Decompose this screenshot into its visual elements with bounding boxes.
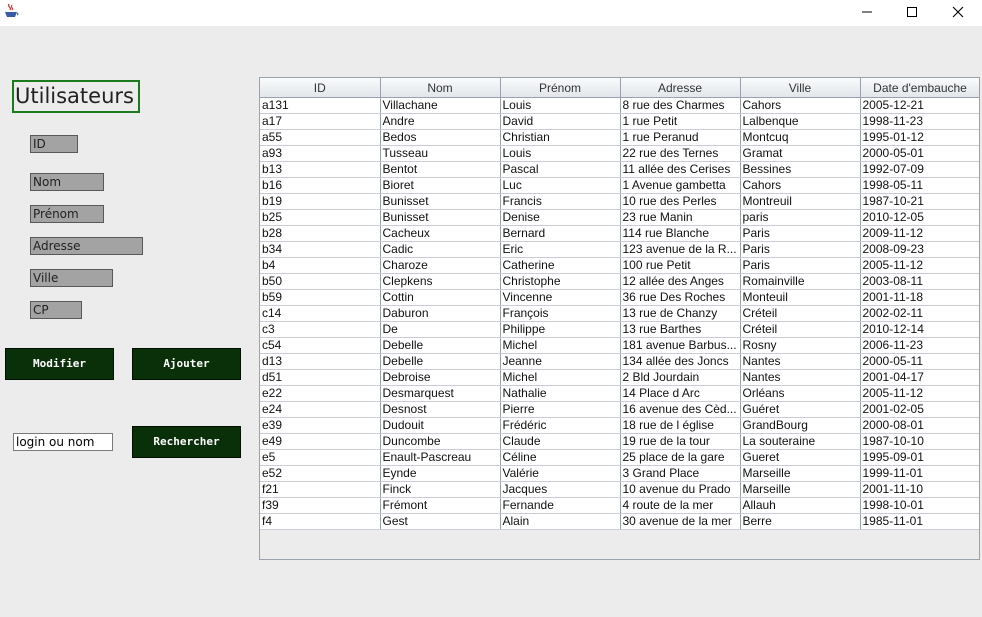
cell-nom[interactable]: Debelle [380, 354, 500, 370]
table-row[interactable] [260, 98, 979, 114]
cell-prenom[interactable]: Fernande [500, 498, 620, 514]
cell-prenom[interactable]: François [500, 306, 620, 322]
cell-ville[interactable]: Gueret [740, 450, 860, 466]
cell-id[interactable]: e49 [260, 434, 380, 450]
cell-date-embauche[interactable]: 2001-02-05 [860, 402, 979, 418]
cell-prenom[interactable]: Luc [500, 178, 620, 194]
cp-field[interactable]: CP [30, 301, 82, 319]
modifier-button[interactable]: Modifier [5, 348, 114, 380]
cell-prenom[interactable]: Christian [500, 130, 620, 146]
cell-id[interactable]: b13 [260, 162, 380, 178]
cell-adresse[interactable]: 123 avenue de la R... [620, 242, 740, 258]
rechercher-button[interactable]: Rechercher [132, 426, 241, 458]
cell-date-embauche[interactable]: 2001-04-17 [860, 370, 979, 386]
cell-ville[interactable]: Guéret [740, 402, 860, 418]
cell-id[interactable]: d51 [260, 370, 380, 386]
cell-prenom[interactable]: Michel [500, 338, 620, 354]
cell-date-embauche[interactable]: 1999-11-01 [860, 466, 979, 482]
cell-nom[interactable]: Debroise [380, 370, 500, 386]
users-table [260, 78, 979, 530]
cell-id[interactable]: c3 [260, 322, 380, 338]
cell-adresse[interactable]: 18 rue de l église [620, 418, 740, 434]
cell-nom[interactable]: Tusseau [380, 146, 500, 162]
cell-date-embauche[interactable]: 2002-02-11 [860, 306, 979, 322]
table-row[interactable] [260, 402, 979, 418]
cell-ville[interactable]: Créteil [740, 306, 860, 322]
cell-nom[interactable]: Villachane [380, 98, 500, 114]
cell-id[interactable]: b28 [260, 226, 380, 242]
table-row[interactable] [260, 434, 979, 450]
table-row[interactable] [260, 498, 979, 514]
users-table-panel [259, 77, 980, 560]
prenom-field[interactable]: Prénom [30, 205, 104, 223]
cell-adresse[interactable]: 25 place de la gare [620, 450, 740, 466]
table-row[interactable] [260, 514, 979, 530]
id-field[interactable]: ID [30, 135, 78, 153]
cell-prenom[interactable]: Frédéric [500, 418, 620, 434]
close-icon [952, 6, 964, 18]
cell-adresse[interactable]: 3 Grand Place [620, 466, 740, 482]
cell-nom[interactable]: Cadic [380, 242, 500, 258]
cell-ville[interactable]: Paris [740, 242, 860, 258]
cell-nom[interactable]: Bentot [380, 162, 500, 178]
cell-prenom[interactable]: David [500, 114, 620, 130]
maximize-icon [906, 6, 918, 18]
cell-id[interactable]: b59 [260, 290, 380, 306]
cell-ville[interactable]: Cahors [740, 178, 860, 194]
cell-ville[interactable]: Allauh [740, 498, 860, 514]
table-row[interactable] [260, 386, 979, 402]
cell-ville[interactable]: Orléans [740, 386, 860, 402]
cell-nom[interactable]: Eynde [380, 466, 500, 482]
cell-prenom[interactable]: Alain [500, 514, 620, 530]
cell-id[interactable]: e22 [260, 386, 380, 402]
cell-date-embauche[interactable]: 1992-07-09 [860, 162, 979, 178]
cell-ville[interactable]: Nantes [740, 354, 860, 370]
cell-date-embauche[interactable]: 1998-10-01 [860, 498, 979, 514]
cell-nom[interactable]: Debelle [380, 338, 500, 354]
cell-adresse[interactable]: 11 allée des Cerises [620, 162, 740, 178]
table-row[interactable] [260, 178, 979, 194]
column-header-adresse[interactable]: Adresse [620, 78, 740, 98]
cell-adresse[interactable]: 13 rue Barthes [620, 322, 740, 338]
cell-prenom[interactable]: Pierre [500, 402, 620, 418]
table-row[interactable] [260, 130, 979, 146]
adresse-field[interactable]: Adresse [30, 237, 143, 255]
form-title: Utilisateurs [12, 80, 140, 113]
cell-ville[interactable]: GrandBourg [740, 418, 860, 434]
cell-date-embauche[interactable]: 1985-11-01 [860, 514, 979, 530]
cell-prenom[interactable]: Jacques [500, 482, 620, 498]
cell-ville[interactable]: Nantes [740, 370, 860, 386]
cell-date-embauche[interactable]: 2000-05-11 [860, 354, 979, 370]
cell-prenom[interactable]: Jeanne [500, 354, 620, 370]
cell-date-embauche[interactable]: 1987-10-10 [860, 434, 979, 450]
cell-nom[interactable]: Bunisset [380, 194, 500, 210]
cell-adresse[interactable]: 4 route de la mer [620, 498, 740, 514]
cell-adresse[interactable]: 16 avenue des Cèd... [620, 402, 740, 418]
nom-field[interactable]: Nom [30, 173, 104, 191]
cell-ville[interactable]: Romainville [740, 274, 860, 290]
cell-id[interactable]: c14 [260, 306, 380, 322]
cell-date-embauche[interactable]: 2005-11-12 [860, 258, 979, 274]
cell-prenom[interactable]: Valérie [500, 466, 620, 482]
cell-ville[interactable]: Rosny [740, 338, 860, 354]
cell-nom[interactable]: Desnost [380, 402, 500, 418]
minimize-button[interactable] [844, 0, 890, 24]
cell-id[interactable]: b4 [260, 258, 380, 274]
table-row[interactable] [260, 226, 979, 242]
cell-adresse[interactable]: 1 Avenue gambetta [620, 178, 740, 194]
table-row[interactable] [260, 450, 979, 466]
cell-ville[interactable]: Montcuq [740, 130, 860, 146]
cell-nom[interactable]: Gest [380, 514, 500, 530]
cell-prenom[interactable]: Eric [500, 242, 620, 258]
column-header-ville[interactable]: Ville [740, 78, 860, 98]
cell-prenom[interactable]: Philippe [500, 322, 620, 338]
cell-adresse[interactable]: 100 rue Petit [620, 258, 740, 274]
cell-ville[interactable]: Gramat [740, 146, 860, 162]
table-row[interactable] [260, 466, 979, 482]
cell-nom[interactable]: Finck [380, 482, 500, 498]
cell-adresse[interactable]: 36 rue Des Roches [620, 290, 740, 306]
cell-ville[interactable]: Monteuil [740, 290, 860, 306]
cell-date-embauche[interactable]: 2009-11-12 [860, 226, 979, 242]
table-row[interactable] [260, 194, 979, 210]
cell-prenom[interactable]: Bernard [500, 226, 620, 242]
column-header-id[interactable]: ID [260, 78, 380, 98]
java-icon [3, 3, 19, 19]
cell-nom[interactable]: Cacheux [380, 226, 500, 242]
table-body [260, 98, 979, 530]
cell-ville[interactable]: Montreuil [740, 194, 860, 210]
cell-id[interactable]: c54 [260, 338, 380, 354]
cell-ville[interactable]: Marseille [740, 466, 860, 482]
cell-ville[interactable]: Marseille [740, 482, 860, 498]
cell-id[interactable]: a93 [260, 146, 380, 162]
ville-field[interactable]: Ville [30, 269, 113, 287]
ajouter-button[interactable]: Ajouter [132, 348, 241, 380]
cell-id[interactable]: e24 [260, 402, 380, 418]
cell-prenom[interactable]: Louis [500, 146, 620, 162]
cell-ville[interactable]: Paris [740, 258, 860, 274]
cell-ville[interactable]: La souteraine [740, 434, 860, 450]
cell-adresse[interactable]: 114 rue Blanche [620, 226, 740, 242]
cell-id[interactable]: b16 [260, 178, 380, 194]
cell-date-embauche[interactable]: 2006-11-23 [860, 338, 979, 354]
cell-id[interactable]: f21 [260, 482, 380, 498]
table-row[interactable] [260, 322, 979, 338]
maximize-button[interactable] [889, 0, 935, 24]
cell-prenom[interactable]: Vincenne [500, 290, 620, 306]
cell-id[interactable]: b19 [260, 194, 380, 210]
table-row[interactable] [260, 146, 979, 162]
cell-date-embauche[interactable]: 2010-12-14 [860, 322, 979, 338]
cell-prenom[interactable]: Nathalie [500, 386, 620, 402]
cell-id[interactable]: f39 [260, 498, 380, 514]
cell-date-embauche[interactable]: 2005-12-21 [860, 98, 979, 114]
cell-nom[interactable]: Bedos [380, 130, 500, 146]
cell-nom[interactable]: Bunisset [380, 210, 500, 226]
cell-nom[interactable]: Desmarquest [380, 386, 500, 402]
cell-date-embauche[interactable]: 1995-01-12 [860, 130, 979, 146]
title-bar [0, 0, 982, 26]
cell-id[interactable]: a131 [260, 98, 380, 114]
cell-prenom[interactable]: Pascal [500, 162, 620, 178]
cell-adresse[interactable]: 23 rue Manin [620, 210, 740, 226]
cell-adresse[interactable]: 12 allée des Anges [620, 274, 740, 290]
cell-date-embauche[interactable]: 2000-08-01 [860, 418, 979, 434]
table-row[interactable] [260, 290, 979, 306]
cell-nom[interactable]: Cottin [380, 290, 500, 306]
column-header-nom[interactable]: Nom [380, 78, 500, 98]
cell-id[interactable]: f4 [260, 514, 380, 530]
cell-prenom[interactable]: Louis [500, 98, 620, 114]
cell-nom[interactable]: Charoze [380, 258, 500, 274]
table-row[interactable] [260, 258, 979, 274]
cell-date-embauche[interactable]: 1998-11-23 [860, 114, 979, 130]
cell-nom[interactable]: Bioret [380, 178, 500, 194]
cell-adresse[interactable]: 10 avenue du Prado [620, 482, 740, 498]
cell-id[interactable]: b34 [260, 242, 380, 258]
table-row[interactable] [260, 306, 979, 322]
cell-prenom[interactable]: Denise [500, 210, 620, 226]
table-row[interactable] [260, 210, 979, 226]
table-row[interactable] [260, 354, 979, 370]
cell-id[interactable]: d13 [260, 354, 380, 370]
cell-nom[interactable]: Frémont [380, 498, 500, 514]
cell-prenom[interactable]: Christophe [500, 274, 620, 290]
table-header-row [260, 78, 979, 98]
cell-nom[interactable]: Enault-Pascreau [380, 450, 500, 466]
cell-adresse[interactable]: 14 Place d Arc [620, 386, 740, 402]
cell-date-embauche[interactable]: 2001-11-18 [860, 290, 979, 306]
table-row[interactable] [260, 370, 979, 386]
cell-ville[interactable]: paris [740, 210, 860, 226]
cell-date-embauche[interactable]: 2008-09-23 [860, 242, 979, 258]
cell-adresse[interactable]: 22 rue des Ternes [620, 146, 740, 162]
cell-nom[interactable]: Daburon [380, 306, 500, 322]
cell-prenom[interactable]: Michel [500, 370, 620, 386]
search-input[interactable]: login ou nom [13, 433, 113, 451]
table-viewport [260, 78, 979, 530]
cell-date-embauche[interactable]: 2003-08-11 [860, 274, 979, 290]
cell-ville[interactable]: Cahors [740, 98, 860, 114]
cell-adresse[interactable]: 1 rue Peranud [620, 130, 740, 146]
table-row[interactable] [260, 418, 979, 434]
cell-nom[interactable]: Dudouit [380, 418, 500, 434]
table-row[interactable] [260, 162, 979, 178]
cell-adresse[interactable]: 30 avenue de la mer [620, 514, 740, 530]
cell-date-embauche[interactable]: 1995-09-01 [860, 450, 979, 466]
table-row[interactable] [260, 114, 979, 130]
cell-date-embauche[interactable]: 2000-05-01 [860, 146, 979, 162]
cell-adresse[interactable]: 181 avenue Barbus... [620, 338, 740, 354]
cell-date-embauche[interactable]: 2001-11-10 [860, 482, 979, 498]
minimize-icon [861, 6, 873, 18]
table-row[interactable] [260, 274, 979, 290]
column-header-prenom[interactable]: Prénom [500, 78, 620, 98]
cell-adresse[interactable]: 19 rue de la tour [620, 434, 740, 450]
cell-prenom[interactable]: Céline [500, 450, 620, 466]
cell-date-embauche[interactable]: 1987-10-21 [860, 194, 979, 210]
cell-ville[interactable]: Bessines [740, 162, 860, 178]
cell-ville[interactable]: Paris [740, 226, 860, 242]
cell-prenom[interactable]: Catherine [500, 258, 620, 274]
cell-ville[interactable]: Lalbenque [740, 114, 860, 130]
cell-ville[interactable]: Créteil [740, 322, 860, 338]
cell-ville[interactable]: Berre [740, 514, 860, 530]
cell-adresse[interactable]: 134 allée des Joncs [620, 354, 740, 370]
cell-id[interactable]: b50 [260, 274, 380, 290]
cell-prenom[interactable]: Francis [500, 194, 620, 210]
table-row[interactable] [260, 338, 979, 354]
cell-prenom[interactable]: Claude [500, 434, 620, 450]
close-button[interactable] [935, 0, 981, 24]
cell-id[interactable]: a17 [260, 114, 380, 130]
cell-nom[interactable]: Clepkens [380, 274, 500, 290]
cell-id[interactable]: e39 [260, 418, 380, 434]
column-header-date-embauche[interactable]: Date d'embauche [860, 78, 979, 98]
cell-adresse[interactable]: 1 rue Petit [620, 114, 740, 130]
cell-adresse[interactable]: 13 rue de Chanzy [620, 306, 740, 322]
cell-nom[interactable]: Andre [380, 114, 500, 130]
cell-date-embauche[interactable]: 1998-05-11 [860, 178, 979, 194]
cell-date-embauche[interactable]: 2005-11-12 [860, 386, 979, 402]
table-row[interactable] [260, 482, 979, 498]
table-row[interactable] [260, 242, 979, 258]
cell-id[interactable]: e52 [260, 466, 380, 482]
cell-id[interactable]: e5 [260, 450, 380, 466]
cell-adresse[interactable]: 8 rue des Charmes [620, 98, 740, 114]
cell-adresse[interactable]: 2 Bld Jourdain [620, 370, 740, 386]
cell-nom[interactable]: Duncombe [380, 434, 500, 450]
cell-adresse[interactable]: 10 rue des Perles [620, 194, 740, 210]
cell-id[interactable]: b25 [260, 210, 380, 226]
cell-date-embauche[interactable]: 2010-12-05 [860, 210, 979, 226]
cell-nom[interactable]: De [380, 322, 500, 338]
cell-id[interactable]: a55 [260, 130, 380, 146]
